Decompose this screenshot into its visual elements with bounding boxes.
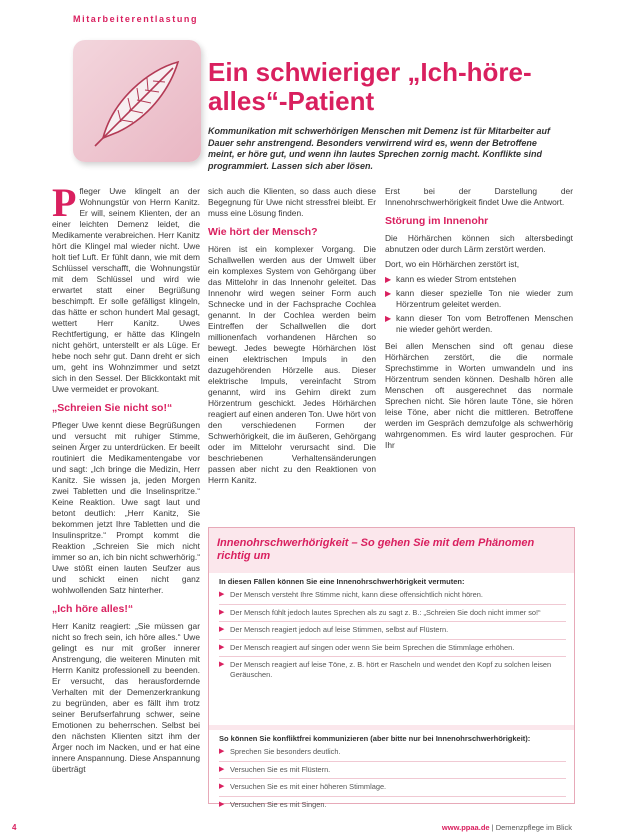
drop-cap: P (52, 180, 77, 225)
info-box-heading: In diesen Fällen können Sie eine Innenohrschwerhörigkeit vermuten: (219, 577, 465, 586)
list-item-text: Versuchen Sie es mit Singen. (230, 799, 327, 809)
bullet-icon: ▶ (219, 591, 225, 598)
list-item (385, 313, 573, 335)
bullet-list (385, 274, 573, 335)
paragraph: sich auch die Klienten, so dass auch diese Begegnung für Uwe nicht stressfrei bleibt. Er muss eine Lösung finden. (208, 186, 376, 218)
bullet-icon: ▶ (385, 314, 392, 323)
list-item (219, 660, 566, 683)
feather-icon (73, 40, 201, 162)
paragraph: Erst bei der Darstellung der Innenohrschwerhörigkeit findet Uwe die Antwort. (385, 186, 573, 207)
list-item (219, 800, 566, 814)
info-box-heading: So können Sie konfliktfrei kommunizieren (aber bitte nur bei Innenohrschwerhörigkeit): (219, 734, 531, 743)
feather-illustration (73, 40, 201, 162)
bullet-icon: ▶ (219, 765, 225, 773)
bullet-icon: ▶ (219, 626, 225, 633)
footer (402, 823, 572, 832)
paragraph: Bei allen Menschen sind oft genau diese Hörhärchen zerstört, die die normale Sprechstimme in Worten umwandeln und ins Hörzentrum senden können. Deshalb hören alle Menschen oft ausgerechnet das normale Sprechen nicht. Sie hören laute Töne, sie hören leise Töne, aber nicht die mittleren. Betroffene werden im Gespräch demzufolge als schwerhörig wahrgenommen. Es wird lauter gesprochen. Für Ihr (385, 341, 573, 450)
bullet-icon: ▶ (219, 608, 225, 616)
list-item (219, 608, 566, 623)
footer-separator: | (491, 823, 494, 832)
paragraph: Dort, wo ein Hörhärchen zerstört ist, (385, 259, 520, 269)
column-1 (52, 180, 200, 779)
list-item (219, 765, 566, 780)
list-item-text: Sprechen Sie besonders deutlich. (230, 747, 341, 756)
bullet-icon: ▶ (219, 661, 225, 668)
list-item-text: kann dieser Ton vom Betroffenen Menschen nie wieder gehört werden. (396, 313, 573, 334)
column-2 (208, 186, 376, 490)
list-item-text: Der Mensch versteht Ihre Stimme nicht, kann diese offensichtlich nicht hören. (230, 590, 483, 599)
list-item-text: Der Mensch reagiert jedoch auf leise Stimmen, selbst auf Flüstern. (230, 625, 449, 634)
paragraph: Hören ist ein komplexer Vorgang. Die Schallwellen werden aus der Umwelt über ein komplexes System von Gehörgang über das Mittelohr in das Innenohr geleitet. Das Innenohr wird wegen seiner Form auch Schnecke und in der Fachsprache Cochlea genannt. In der Cochlea werden beim Eintreffen der Schallwellen die dort millionenfach vorhandenen Härchen so bewegt. Jedes bewegte Hörhärchen löst einen elektrischen Impuls in den dazugehörenden Hörzelle aus. Dieser elektrische Impuls, vereinfacht Strom genannt, wird ins Gehirn direkt zum Hörzentrum geschickt. Jedes Hörhärchen reagiert auf einen anderen Ton. Uwe hört von den verschiedenen Formen der Schwerhörigkeit, die im äußeren, Gehörgang oder im Mittelohr verursacht sind. Die beschriebenen Verhaltensänderungen passen aber nicht zu den Reaktionen von Herrn Kanitz. (208, 244, 376, 485)
paragraph: Herr Kanitz reagiert: „Sie müssen gar nicht so frech sein, ich höre alles.“ Uwe gelingt es nur mit großer innerer Anstrengung, die weiteren Minuten mit Herrn Kanitz professionell zu beenden. Er versucht, das herausfordernde Verhalten mit der Demenzerkrankung zu begründen, aber es fällt ihm trotz seiner Berufserfahrung schwer, seine Emotionen zu beherrschen. Selbst bei den nächsten Klienten sitzt ihm der Ärger noch im Nacken, und er hat eine innere Anspannung. Diese Anspannung überträgt (52, 621, 200, 774)
paragraph: Die Hörhärchen können sich altersbedingt abnutzen oder durch Lärm zerstört werden. (385, 233, 573, 254)
paragraph: Pfleger Uwe kennt diese Begrüßungen und versucht mit ruhiger Stimme, seinen Ärger zu unterdrücken. Er beeilt routiniert die Medikamentengabe vor und sagt: „Ich bringe die Medizin, Herr Kanitz. Sie wissen ja, jeden Morgen zwei Tabletten und die Inselinspritze.“ Keine Reaktion. Uwe sagt laut und betont deutlich: „Herr Kanitz, Sie bekommen jetzt Ihre Tabletten und die Insulinspritze.“ Prompt kommt die Reaktion „Schreien Sie mich nicht immer so an, ich bin nicht schwerhörig.“ Uwe stößt einen lauten Seufzer aus und schickt einen nicht ganz wohlwollenden Satz hinterher. (52, 420, 200, 595)
info-box-title: Innenohrschwerhörigkeit – So gehen Sie mit dem Phänomen richtig um (217, 537, 535, 562)
list-item (385, 274, 573, 285)
list-item-text: Der Mensch fühlt jedoch lautes Sprechen als zu sagt z. B.: „Schreien Sie doch nicht immer so!“ (230, 607, 541, 617)
footer-text: Demenzpflege im Blick (495, 823, 572, 832)
footer-url[interactable]: www.ppaa.de (441, 823, 490, 832)
list-item (219, 782, 566, 797)
section-label: Mitarbeiterentlastung (73, 14, 199, 24)
list-item-text: Versuchen Sie es mit einer höheren Stimmlage. (230, 782, 387, 791)
subheading-innenohr: Störung im Innenohr (385, 215, 489, 227)
list-item (219, 625, 566, 640)
list-item-text: Versuchen Sie es mit Flüstern. (230, 764, 331, 774)
lead-paragraph: Kommunikation mit schwerhörigen Menschen mit Demenz ist für Mitarbeiter auf Dauer sehr anstrengend. Besonders verwirrend wird es, wenn der Betroffene meint, er höre gut, und wenn ihn lautes Sprechen zornig macht. Konflikte sind programmiert. Lassen sich aber lösen. (208, 126, 551, 171)
bullet-icon: ▶ (219, 800, 225, 808)
page-title: Ein schwieriger „Ich-höre-alles“-Patient (208, 57, 532, 116)
column-3 (385, 186, 573, 455)
tips-list (209, 747, 574, 813)
bullet-icon: ▶ (385, 289, 392, 298)
bullet-icon: ▶ (219, 748, 225, 755)
bullet-icon: ▶ (219, 783, 225, 790)
info-box (208, 527, 575, 809)
bullet-icon: ▶ (385, 275, 392, 284)
symptom-list (209, 590, 574, 683)
subheading-hoere-alles: „Ich höre alles!“ (52, 603, 134, 615)
subheading-schreien: „Schreien Sie nicht so!“ (52, 402, 173, 414)
info-box-symptoms (209, 573, 574, 725)
list-item-text: kann dieser spezielle Ton nie wieder zum Hörzentrum geleitet werden. (396, 288, 573, 309)
list-item-text: Der Mensch reagiert auf leise Töne, z. B. hört er Rascheln und wendet den Kopf zu solchen leisen Geräuschen. (230, 660, 552, 679)
subheading-wie-hoert: Wie hört der Mensch? (208, 226, 318, 238)
intro-paragraph (52, 180, 200, 395)
info-box-tips (209, 730, 574, 809)
intro-text: fleger Uwe klingelt an der Wohnungstür von Herrn Kanitz. Er will, seinem Klienten, der an einer leichten Demenz leidet, die Medikamente verabreichen. Herr Kanitz hört die Klingel mal wieder nicht. Uwe holt tief Luft. Er fühlt dann, wie mit dem Schlüssel verschafft, die Wohnungstür mit dem Schlüssel und wird wie erwartet statt einer Begrüßung beschimpft. Er solle gefälligst klingeln, das hätte er schon hundert Mal gesagt, wettert Herr Kanitz. Uwes Rechtfertigung, er hätte das Klingeln nicht gehört, unterstellt er als Lüge. Er hebe noch sehr gut. Dann dreht er sich um, geht ins Wohnzimmer und setzt sich in den Sessel. Der Blickkontakt mit Uwe vermeidet er provokant. (52, 186, 200, 394)
page-number: 4 (12, 823, 17, 832)
list-item-text: kann es wieder Strom entstehen (396, 274, 517, 284)
list-item (219, 747, 566, 762)
list-item (219, 643, 566, 658)
list-item (219, 590, 566, 605)
list-item (385, 288, 573, 310)
bullet-icon: ▶ (219, 643, 225, 651)
list-item-text: Der Mensch reagiert auf singen oder wenn Sie beim Sprechen die Stimmlage erhöhen. (230, 642, 515, 652)
